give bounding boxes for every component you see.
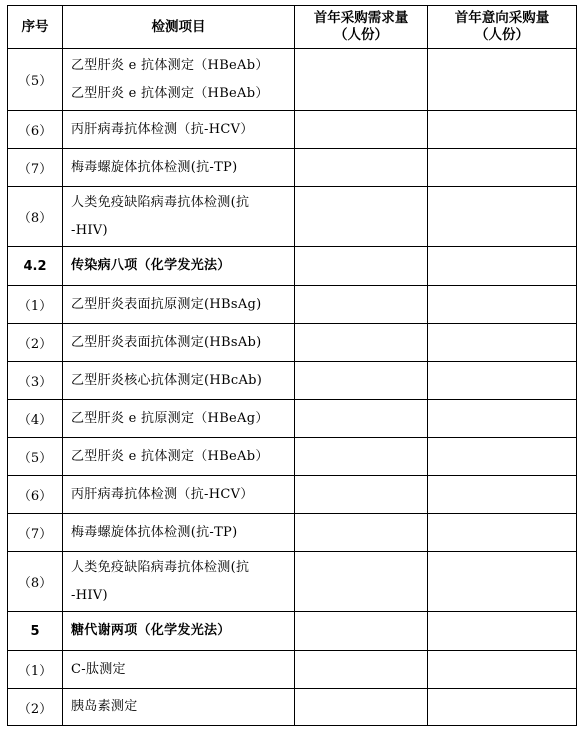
demand-quantity-cell[interactable] [295,612,428,651]
intent-quantity-cell[interactable] [428,689,577,726]
intent-quantity-cell[interactable] [428,362,577,400]
test-item-text: 人类免疫缺陷病毒抗体检测(抗 [71,194,250,210]
table-row [8,149,577,187]
header-demand-line1: 首年采购需求量 [313,10,409,26]
demand-quantity-cell[interactable] [295,400,428,438]
test-item-text: 梅毒螺旋体抗体检测(抗-TP) [71,159,238,175]
intent-quantity-cell[interactable] [428,612,577,651]
intent-quantity-cell[interactable] [428,149,577,187]
serial-number-cell: （8） [8,187,63,247]
test-item-cell [63,612,295,651]
serial-number-cell: （1） [8,286,63,324]
header-demand-line2: （人份） [334,27,388,43]
test-item-text: 乙型肝炎核心抗体测定(HBcAb) [71,372,263,388]
table-row [8,651,577,689]
serial-number-cell: （7） [8,514,63,552]
intent-quantity-cell[interactable] [428,651,577,689]
serial-number-cell: （4） [8,400,63,438]
test-item-cell [63,400,295,438]
intent-quantity-cell[interactable] [428,400,577,438]
table-row [8,362,577,400]
demand-quantity-cell[interactable] [295,149,428,187]
header-intent-line1: 首年意向采购量 [454,10,550,26]
demand-quantity-cell[interactable] [295,476,428,514]
table-row [8,286,577,324]
test-item-cell [63,362,295,400]
test-item-cell [63,651,295,689]
test-item-text: 糖代谢两项（化学发光法） [71,623,231,638]
test-item-text: 乙型肝炎 e 抗体测定（HBeAb） [71,448,269,464]
test-item-cell [63,552,295,612]
serial-number-cell: （2） [8,324,63,362]
table-row [8,400,577,438]
intent-quantity-cell[interactable] [428,247,577,286]
serial-number-cell: （3） [8,362,63,400]
section-row [8,612,577,651]
serial-number-cell: （8） [8,552,63,612]
serial-number-cell: （5） [8,438,63,476]
intent-quantity-cell[interactable] [428,49,577,111]
test-item-cell [63,438,295,476]
demand-quantity-cell[interactable] [295,689,428,726]
serial-number-cell: （5） [8,49,63,111]
serial-number-cell: （6） [8,111,63,149]
intent-quantity-cell[interactable] [428,438,577,476]
table-row [8,438,577,476]
demand-quantity-cell[interactable] [295,187,428,247]
demand-quantity-cell[interactable] [295,286,428,324]
test-item-cell [63,111,295,149]
demand-quantity-cell[interactable] [295,49,428,111]
test-item-text: -HIV) [71,222,108,238]
serial-number-cell: （1） [8,651,63,689]
intent-quantity-cell[interactable] [428,476,577,514]
intent-quantity-cell[interactable] [428,286,577,324]
table-row [8,552,577,612]
intent-quantity-cell[interactable] [428,111,577,149]
procurement-table [7,5,577,726]
demand-quantity-cell[interactable] [295,651,428,689]
header-serial-number: 序号 [8,6,63,49]
demand-quantity-cell[interactable] [295,111,428,149]
demand-quantity-cell[interactable] [295,514,428,552]
intent-quantity-cell[interactable] [428,514,577,552]
section-row [8,247,577,286]
demand-quantity-cell[interactable] [295,438,428,476]
test-item-cell [63,187,295,247]
test-item-cell [63,476,295,514]
test-item-cell [63,247,295,286]
test-item-text: 梅毒螺旋体抗体检测(抗-TP) [71,524,238,540]
table-row [8,514,577,552]
serial-number-cell: （2） [8,689,63,726]
demand-quantity-cell[interactable] [295,552,428,612]
table-row [8,111,577,149]
test-item-text: 乙型肝炎 e 抗体测定（HBeAb） [71,57,269,73]
header-test-item: 检测项目 [63,6,295,49]
test-item-cell [63,324,295,362]
test-item-text: 人类免疫缺陷病毒抗体检测(抗 [71,559,250,575]
demand-quantity-cell[interactable] [295,247,428,286]
test-item-text: 乙型肝炎 e 抗原测定（HBeAg） [71,410,269,426]
header-intent-line2: （人份） [475,27,529,43]
serial-number-cell: 5 [8,612,63,651]
test-item-cell [63,286,295,324]
test-item-text: 丙肝病毒抗体检测（抗-HCV） [71,486,254,502]
test-item-text: 乙型肝炎表面抗体测定(HBsAb) [71,334,262,350]
intent-quantity-cell[interactable] [428,324,577,362]
serial-number-cell: （7） [8,149,63,187]
demand-quantity-cell[interactable] [295,362,428,400]
test-item-text: 乙型肝炎表面抗原测定(HBsAg) [71,296,262,312]
test-item-text: C-肽测定 [71,661,126,677]
table-row [8,476,577,514]
test-item-text: 丙肝病毒抗体检测（抗-HCV） [71,121,254,137]
table-row [8,49,577,111]
table-row [8,187,577,247]
intent-quantity-cell[interactable] [428,187,577,247]
table-row [8,689,577,726]
test-item-cell [63,149,295,187]
serial-number-cell: （6） [8,476,63,514]
test-item-text: -HIV) [71,587,108,603]
test-item-text: 乙型肝炎 e 抗体测定（HBeAb） [71,85,269,101]
serial-number-cell: 4.2 [8,247,63,286]
test-item-text: 胰岛素测定 [71,699,138,714]
test-item-text: 传染病八项（化学发光法） [71,258,231,273]
demand-quantity-cell[interactable] [295,324,428,362]
header-first-year-intent [428,6,577,49]
table-row [8,324,577,362]
test-item-cell [63,689,295,726]
table-header-row [8,6,577,49]
header-first-year-demand [295,6,428,49]
test-item-cell [63,49,295,111]
test-item-cell [63,514,295,552]
intent-quantity-cell[interactable] [428,552,577,612]
